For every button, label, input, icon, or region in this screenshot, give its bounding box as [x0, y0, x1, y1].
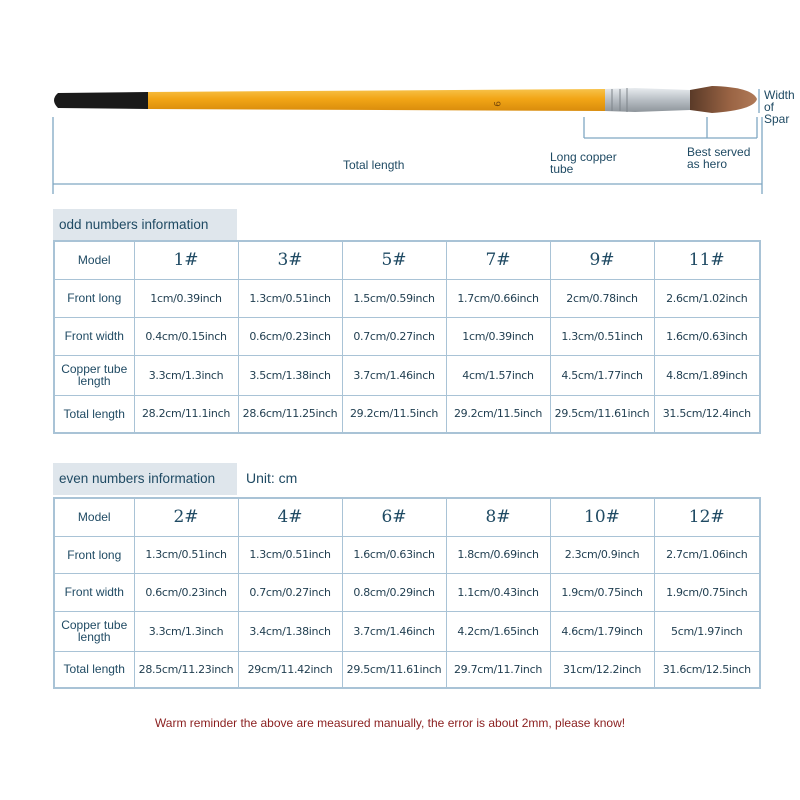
- value-cell: 1.5cm/0.59inch: [342, 279, 446, 317]
- value-cell: 3.4cm/1.38inch: [238, 611, 342, 651]
- value-cell: 5cm/1.97inch: [654, 611, 760, 651]
- odd-spec-table: [53, 240, 761, 434]
- value-cell: 1cm/0.39inch: [446, 317, 550, 355]
- value-cell: 28.5cm/11.23inch: [134, 651, 238, 688]
- value-cell: 1.1cm/0.43inch: [446, 573, 550, 611]
- total-length-label: Total length: [343, 158, 405, 172]
- row-label: Model: [54, 241, 134, 279]
- model-cell: 6#: [342, 498, 446, 536]
- value-cell: 0.7cm/0.27inch: [342, 317, 446, 355]
- value-cell: 1.9cm/0.75inch: [654, 573, 760, 611]
- value-cell: 31.5cm/12.4inch: [654, 395, 760, 433]
- value-cell: 29.7cm/11.7inch: [446, 651, 550, 688]
- value-cell: 29.5cm/11.61inch: [342, 651, 446, 688]
- value-cell: 0.6cm/0.23inch: [238, 317, 342, 355]
- value-cell: 1.3cm/0.51inch: [238, 536, 342, 573]
- value-cell: 4cm/1.57inch: [446, 355, 550, 395]
- model-cell: 1#: [134, 241, 238, 279]
- value-cell: 2.3cm/0.9inch: [550, 536, 654, 573]
- value-cell: 0.7cm/0.27inch: [238, 573, 342, 611]
- row-label: Copper tube length: [54, 355, 134, 395]
- table-row: [54, 317, 760, 355]
- table-row: [54, 573, 760, 611]
- value-cell: 1cm/0.39inch: [134, 279, 238, 317]
- model-cell: 7#: [446, 241, 550, 279]
- value-cell: 29.2cm/11.5inch: [342, 395, 446, 433]
- unit-label: Unit: cm: [246, 470, 298, 486]
- value-cell: 1.3cm/0.51inch: [550, 317, 654, 355]
- value-cell: 1.9cm/0.75inch: [550, 573, 654, 611]
- row-label: Front width: [54, 317, 134, 355]
- table-row: [54, 279, 760, 317]
- model-cell: 10#: [550, 498, 654, 536]
- value-cell: 28.2cm/11.1inch: [134, 395, 238, 433]
- value-cell: 1.6cm/0.63inch: [654, 317, 760, 355]
- model-cell: 11#: [654, 241, 760, 279]
- value-cell: 3.7cm/1.46inch: [342, 355, 446, 395]
- value-cell: 1.3cm/0.51inch: [134, 536, 238, 573]
- value-cell: 28.6cm/11.25inch: [238, 395, 342, 433]
- model-cell: 3#: [238, 241, 342, 279]
- row-label: Total length: [54, 395, 134, 433]
- value-cell: 3.3cm/1.3inch: [134, 611, 238, 651]
- model-cell: 8#: [446, 498, 550, 536]
- row-label: Front long: [54, 536, 134, 573]
- value-cell: 2.7cm/1.06inch: [654, 536, 760, 573]
- best-served-label: Best served as hero: [687, 145, 751, 171]
- model-cell: 12#: [654, 498, 760, 536]
- measurement-reminder: Warm reminder the above are measured manually, the error is about 2mm, please know!: [154, 716, 626, 730]
- value-cell: 4.2cm/1.65inch: [446, 611, 550, 651]
- model-cell: 5#: [342, 241, 446, 279]
- model-cell: 9#: [550, 241, 654, 279]
- value-cell: 31cm/12.2inch: [550, 651, 654, 688]
- value-cell: 3.5cm/1.38inch: [238, 355, 342, 395]
- value-cell: 31.6cm/12.5inch: [654, 651, 760, 688]
- row-label: Model: [54, 498, 134, 536]
- brush-tip: [54, 92, 148, 109]
- value-cell: 29.5cm/11.61inch: [550, 395, 654, 433]
- value-cell: 0.6cm/0.23inch: [134, 573, 238, 611]
- brush-handle: [148, 89, 605, 111]
- value-cell: 1.3cm/0.51inch: [238, 279, 342, 317]
- value-cell: 0.8cm/0.29inch: [342, 573, 446, 611]
- value-cell: 3.7cm/1.46inch: [342, 611, 446, 651]
- value-cell: 4.6cm/1.79inch: [550, 611, 654, 651]
- value-cell: 1.6cm/0.63inch: [342, 536, 446, 573]
- width-of-spare-label: Width of Spar: [764, 88, 795, 126]
- value-cell: 3.3cm/1.3inch: [134, 355, 238, 395]
- table-row: [54, 395, 760, 433]
- even-section-title: even numbers information: [53, 463, 237, 495]
- value-cell: 29cm/11.42inch: [238, 651, 342, 688]
- value-cell: 29.2cm/11.5inch: [446, 395, 550, 433]
- value-cell: 4.8cm/1.89inch: [654, 355, 760, 395]
- table-row: [54, 355, 760, 395]
- row-label: Copper tube length: [54, 611, 134, 651]
- row-label: Total length: [54, 651, 134, 688]
- value-cell: 0.4cm/0.15inch: [134, 317, 238, 355]
- long-copper-tube-label: Long copper tube: [550, 150, 617, 176]
- odd-section-title: odd numbers information: [53, 209, 237, 241]
- value-cell: 1.7cm/0.66inch: [446, 279, 550, 317]
- table-row: [54, 498, 760, 536]
- value-cell: 4.5cm/1.77inch: [550, 355, 654, 395]
- value-cell: 2cm/0.78inch: [550, 279, 654, 317]
- value-cell: 2.6cm/1.02inch: [654, 279, 760, 317]
- table-row: [54, 536, 760, 573]
- even-spec-table: [53, 497, 761, 689]
- table-row: [54, 241, 760, 279]
- brush-ferrule: [605, 88, 690, 112]
- table-row: [54, 651, 760, 688]
- model-cell: 2#: [134, 498, 238, 536]
- row-label: Front long: [54, 279, 134, 317]
- value-cell: 1.8cm/0.69inch: [446, 536, 550, 573]
- brush-bristles: [690, 86, 757, 113]
- model-cell: 4#: [238, 498, 342, 536]
- handle-number: 9: [491, 101, 501, 107]
- table-row: [54, 611, 760, 651]
- row-label: Front width: [54, 573, 134, 611]
